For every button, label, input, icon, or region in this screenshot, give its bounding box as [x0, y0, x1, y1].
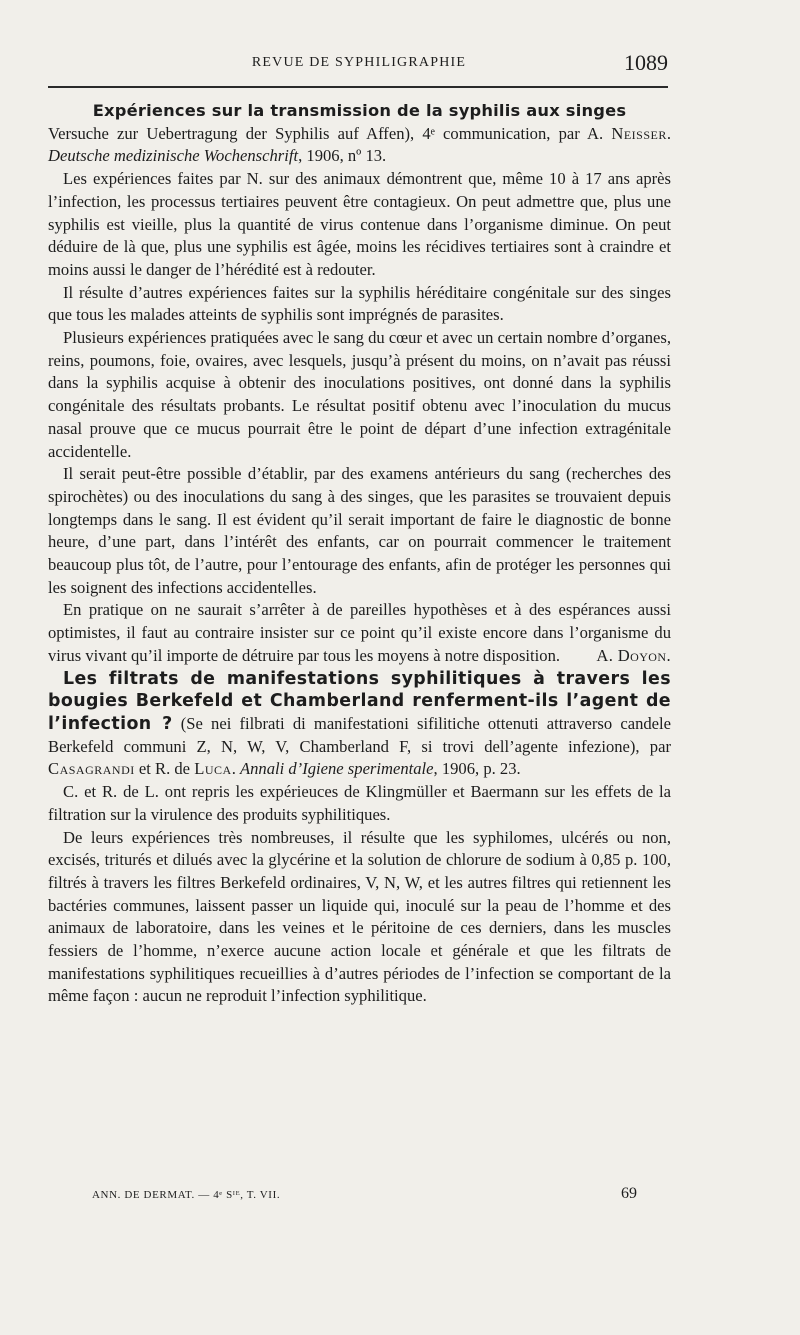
article-2-paragraph-1: C. et R. de L. ont repris les expérieuces de Klingmüller et Baermann sur les effets de la filtration sur la virulence des produits syphilitiques. — [48, 782, 671, 824]
article-1-journal: Deutsche medizinische Wochenschrift — [48, 146, 299, 166]
article-1-signature: A. Doyon. — [596, 645, 671, 665]
article-1-citation: Versuche zur Uebertragung der Syphilis auf Affen), 4ᵉ communication, par A. Neisser. Deutsche medizinische Wochenschrift, 1906, nº 13. — [48, 123, 671, 166]
footer-journal-reference: ANN. DE DERMAT. — 4ᵉ Sᴵᴱ, T. VII. — [92, 1189, 281, 1201]
article-1-paragraph-4: Il serait peut-être possible d’établir, par des examens antérieurs du sang (recherches des spirochètes) ou des inoculations du sang à des singes, que les parasites se trouvaient depuis longtemps dans le sang. Il est évident qu’il serait important de faire le diagnostic de bonne heure, d’une part, dans l’intérêt des enfants, car on pourrait commencer le traitement beaucoup plus tôt, de l’autre, pour l’entourage des enfants, afin de protéger les personnes qui les soignent des infections accidentelles. — [48, 464, 671, 597]
header-rule — [48, 86, 668, 88]
article-1-author: Neisser — [611, 123, 667, 143]
running-title: REVUE DE SYPHILIGRAPHIE — [251, 55, 467, 70]
article-1-paragraph-1: Les expériences faites par N. sur des animaux démontrent que, même 10 à 17 ans après l’infection, les processus tertiaires peuvent être contagieux. On peut admettre que, plus une syphilis est vieille, plus la quantité de virus contenue dans l’organisme diminue. On peut déduire de là que, plus une syphilis est âgée, moins les récidives tertiaires sont à craindre et moins aussi le danger de l’hérédité est à redouter. — [48, 169, 671, 279]
article-2-title: Les filtrats de manifestations syphilitiques à travers les bougies Berkefeld et Chamberland renferment-ils l’agent de l’infection ? — [48, 668, 671, 734]
article-1-paragraph-5: En pratique on ne saurait s’arrêter à de pareilles hypothèses et à des espérances aussi optimistes, il faut au contraire insister sur ce point qu’il existe encore dans l’organisme du virus vivant qu’il importe de détruire par tous les moyens à notre disposition. A. Doyon. — [48, 599, 671, 667]
article-2-author-1: Casagrandi — [48, 759, 135, 779]
article-2-paragraph-2: De leurs expériences très nombreuses, il résulte que les syphilomes, ulcérés ou non, excisés, triturés et dilués avec la glycérine et la solution de chlorure de sodium à 0,85 p. 100, filtrés à travers les filtres Berkefeld ordinaires, V, N, W, et les autres filtres qui retiennent les bactéries communes, laissent passer un liquide qui, inoculé sur la peau de l’homme et des animaux de laboratoire, dans les veines et le péritoine de ces derniers, dans les muscles fessiers de l’homme, n’exerce aucune action locale et générale et que les filtrats de manifestations syphilitiques recueillies à d’autres périodes de l’infection se comportant de la même façon : aucun ne reproduit l’infection syphilitique. — [48, 827, 671, 1006]
article-2-author-2: Luca — [194, 759, 232, 779]
page-number: 1089 — [624, 50, 668, 75]
running-head — [48, 50, 670, 84]
page-body — [48, 100, 671, 1008]
footer-signature-number: 69 — [621, 1185, 637, 1202]
article-2-journal: Annali d’Igiene sperimentale — [239, 759, 434, 779]
article-1-paragraph-3: Plusieurs expériences pratiquées avec le sang du cœur et avec un certain nombre d’organes, reins, poumons, foie, ovaires, avec lesquels, jusqu’à présent du moins, on n’avait pas réussi dans la syphilis acquise à obtenir des inoculations positives, ont donné dans la syphilis congénitale des résultats probants. Le résultat positif obtenu avec l’inoculation du mucus nasal prouve que ce mucus pourrait être le point de départ d’une infection extragénitale accidentelle. — [48, 328, 671, 461]
page-footer — [92, 1185, 637, 1209]
article-2-header: Les filtrats de manifestations syphilitiques à travers les bougies Berkefeld et Chamberland renferment-ils l’agent de l’infection ? (Se nei filbrati di manifestationi sifilitiche ottenuti attraverso candele Berkefeld communi Z, N, W, V, Chamberland F, si trovi dell’agente infezione), par Casagrandi et R. de Luca. Annali d’Igiene sperimentale, 1906, p. 23. — [48, 668, 671, 779]
article-1-paragraph-2: Il résulte d’autres expériences faites sur la syphilis héréditaire congénitale sur des singes que tous les malades atteints de syphilis sont imprégnés de parasites. — [48, 282, 671, 325]
article-1-title: Expériences sur la transmission de la syphilis aux singes — [92, 101, 627, 120]
